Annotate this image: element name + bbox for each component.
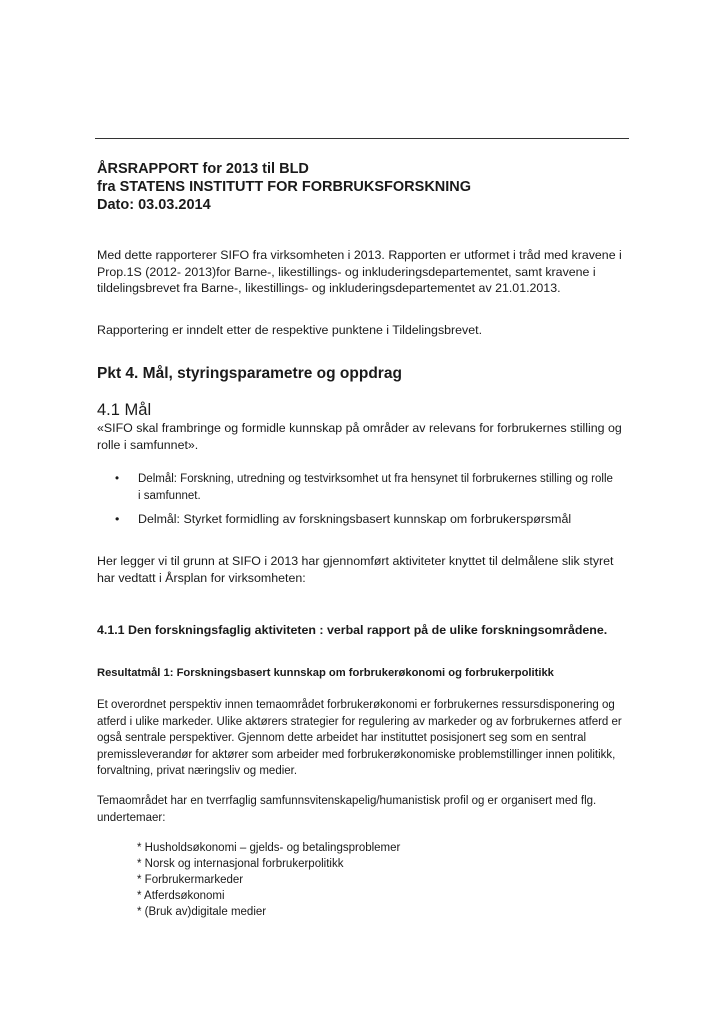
subtopic-list [137, 840, 400, 920]
intro-note: Rapportering er inndelt etter de respektive punktene i Tildelingsbrevet. [97, 323, 483, 337]
subtopic-item: * Husholdsøkonomi – gjelds- og betalingsproblemer [137, 842, 401, 854]
report-title-block [97, 160, 627, 214]
subtopic-item: * Atferdsøkonomi [137, 890, 225, 902]
subtopic-item: * Norsk og internasjonal forbrukerpolitikk [137, 858, 344, 870]
subsection-heading: 4.1 Mål [97, 401, 152, 419]
consumer-economy-paragraph: Et overordnet perspektiv innen temaområdet forbrukerøkonomi er forbrukernes ressursdisponering og atferd i ulike markeder. Ulike aktørers strategier for regulering av markeder og av forbrukernes atferd er også sentrale perspektiver. Gjennom dette arbeidet har instituttet posisjonert seg som en sentral premissleverandør for aktører som arbeider med forbrukerøkonomiske problemstillinger innen politikk, forvaltning, privat næringsliv og medier. [97, 699, 622, 777]
report-title: ÅRSRAPPORT for 2013 til BLD [97, 161, 309, 177]
goal-bullet-text: Delmål: Styrket formidling av forskningsbasert kunnskap om forbrukerspørsmål [138, 512, 572, 526]
subtopics-intro: Temaområdet har en tverrfaglig samfunnsvitenskapelig/humanistisk profil og er organisert med flg. undertemaer: [97, 795, 597, 824]
goal-bullet-1 [115, 471, 615, 504]
goal-bullet-list [115, 471, 615, 528]
research-activity-heading: 4.1.1 Den forskningsfaglig aktiviteten : verbal rapport på de ulike forskningsområdene. [97, 623, 608, 637]
goal-bullet-2 [115, 511, 615, 528]
bullet-icon: • [115, 512, 120, 526]
bullet-icon: • [115, 473, 120, 485]
header-rule [95, 138, 629, 139]
report-date: Dato: 03.03.2014 [97, 197, 211, 213]
section-heading: Pkt 4. Mål, styringsparametre og oppdrag [97, 365, 402, 382]
goal-bullet-text: Delmål: Forskning, utredning og testvirksomhet ut fra hensynet til forbrukernes stilling og rolle i samfunnet. [138, 473, 613, 502]
goal-quote: «SIFO skal frambringe og formidle kunnskap på områder av relevans for forbrukernes stilling og rolle i samfunnet». [97, 421, 622, 452]
subtopic-item: * Forbrukermarkeder [137, 874, 244, 886]
subtopic-item: * (Bruk av)digitale medier [137, 906, 267, 918]
activities-paragraph: Her legger vi til grunn at SIFO i 2013 har gjennomført aktiviteter knyttet til delmålene slik styret har vedtatt i Årsplan for virksomheten: [97, 554, 614, 585]
result-goal-heading: Resultatmål 1: Forskningsbasert kunnskap om forbrukerøkonomi og forbrukerpolitikk [97, 667, 554, 679]
intro-paragraph: Med dette rapporterer SIFO fra virksomheten i 2013. Rapporten er utformet i tråd med kravene i Prop.1S (2012- 2013)for Barne-, likestillings- og inkluderingsdepartementet, samt kravene i tildelingsbrevet fra Barne-, likestillings- og inkluderingsdepartementet av 21.01.2013. [97, 248, 622, 295]
report-institution: fra STATENS INSTITUTT FOR FORBRUKSFORSKNING [97, 179, 472, 195]
